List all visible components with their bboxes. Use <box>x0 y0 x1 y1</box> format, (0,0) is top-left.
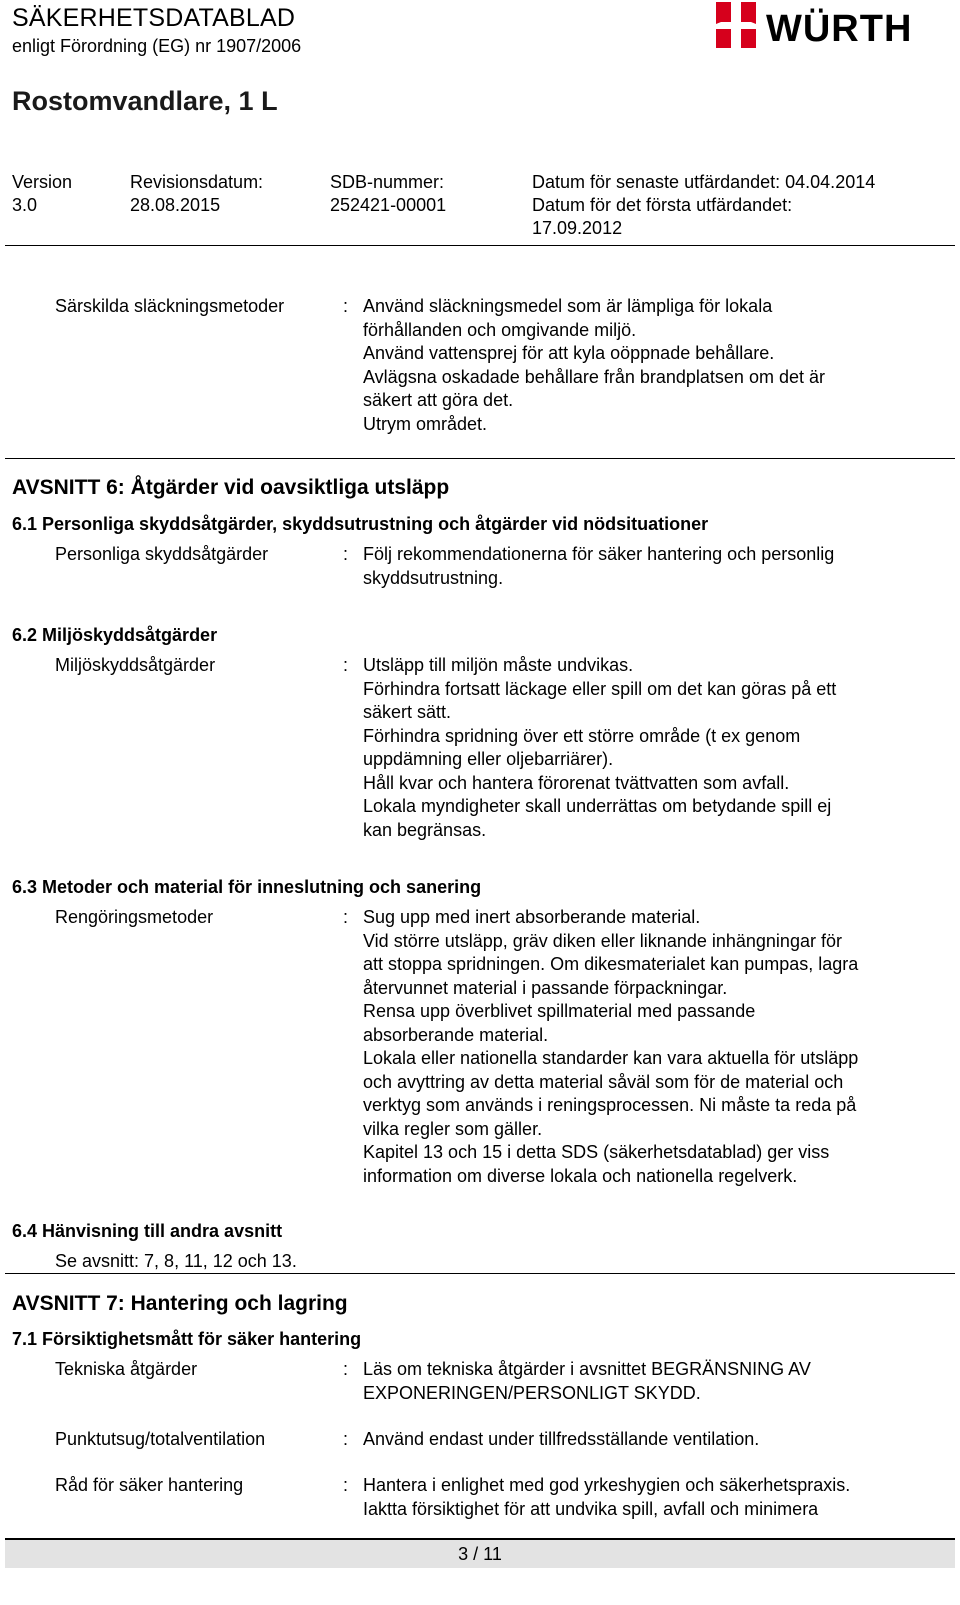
latest-issue-date: Datum för senaste utfärdandet: 04.04.2014 <box>532 172 876 192</box>
field-line: Iaktta försiktighet för att undvika spill, avfall och minimera <box>363 1498 819 1519</box>
document-type: SÄKERHETSDATABLAD <box>12 4 296 32</box>
field-value <box>363 1474 933 1521</box>
subsection-6-4-title: 6.4 Hänvisning till andra avsnitt <box>12 1221 283 1241</box>
field-label: Rengöringsmetoder <box>55 907 214 927</box>
field-colon: : <box>343 907 349 927</box>
field-label: Särskilda släckningsmetoder <box>55 296 285 316</box>
wurth-logo <box>714 2 934 50</box>
field-line: Förhindra fortsatt läckage eller spill om det kan göras på ett <box>363 678 837 699</box>
revision-date-label: Revisionsdatum: <box>130 172 264 192</box>
field-colon: : <box>343 1429 349 1449</box>
sdb-number-label: SDB-nummer: <box>330 172 445 192</box>
field-line: säkert sätt. <box>363 702 452 722</box>
field-line: Använd vattensprej för att kyla oöppnade behållare. <box>363 343 775 363</box>
section-6-title: AVSNITT 6: Åtgärder vid oavsiktliga utsläpp <box>12 476 450 499</box>
field-colon: : <box>343 1475 349 1495</box>
field-value <box>363 295 933 436</box>
field-line: Hantera i enlighet med god yrkeshygien och säkerhetspraxis. <box>363 1475 851 1495</box>
subsection-6-3-title: 6.3 Metoder och material för inneslutning och sanering <box>12 877 482 897</box>
section-reference: Se avsnitt: 7, 8, 11, 12 och 13. <box>55 1251 297 1271</box>
field-label: Tekniska åtgärder <box>55 1359 198 1379</box>
wurth-logo-mark <box>716 2 756 48</box>
revision-date-value: 28.08.2015 <box>130 195 221 215</box>
field-colon: : <box>343 1359 349 1379</box>
field-label: Punktutsug/totalventilation <box>55 1429 266 1449</box>
field-line: Följ rekommendationerna för säker hantering och personlig <box>363 544 835 564</box>
field-value <box>363 1428 933 1452</box>
field-line: Förhindra spridning över ett större område (t ex genom <box>363 725 801 746</box>
subsection-7-1-title: 7.1 Försiktighetsmått för säker hantering <box>12 1329 362 1349</box>
subsection-6-1-title: 6.1 Personliga skyddsåtgärder, skyddsutrustning och åtgärder vid nödsituationer <box>12 514 709 534</box>
field-line: skyddsutrustning. <box>363 567 504 588</box>
field-line: Avlägsna oskadade behållare från brandplatsen om det är <box>363 366 825 387</box>
field-line: Lokala eller nationella standarder kan vara aktuella för utsläpp <box>363 1048 859 1068</box>
field-line: verktyg som används i reningsprocessen. Ni måste ta reda på <box>363 1095 857 1115</box>
field-line: vilka regler som gäller. <box>363 1118 543 1139</box>
field-line: Håll kvar och hantera förorenat tvättvatten som avfall. <box>363 772 790 793</box>
field-line: Läs om tekniska åtgärder i avsnittet BEGRÄNSNING AV <box>363 1359 811 1379</box>
field-line: Utsläpp till miljön måste undvikas. <box>363 655 634 675</box>
field-line: information om diverse lokala och nationella regelverk. <box>363 1165 798 1186</box>
field-line: och avyttring av detta material såväl som för de material och <box>363 1071 844 1092</box>
field-line: förhållanden och omgivande miljö. <box>363 319 637 340</box>
field-value <box>363 906 933 1188</box>
field-colon: : <box>343 296 349 316</box>
field-line: uppdämning eller oljebarriärer). <box>363 749 614 769</box>
section-7-title: AVSNITT 7: Hantering och lagring <box>12 1292 348 1315</box>
field-line: Utrym området. <box>363 413 488 434</box>
field-line: återvunnet material i passande förpackningar. <box>363 977 728 998</box>
field-colon: : <box>343 544 349 564</box>
field-value <box>363 1358 933 1405</box>
field-line: Rensa upp överblivet spillmaterial med passande <box>363 1001 756 1021</box>
page-number: 3 / 11 <box>458 1544 502 1564</box>
first-issue-value: 17.09.2012 <box>532 218 623 238</box>
field-line: att stoppa spridningen. Om dikesmaterialet kan pumpas, lagra <box>363 954 859 974</box>
field-label: Personliga skyddsåtgärder <box>55 544 269 564</box>
field-line: Använd endast under tillfredsställande ventilation. <box>363 1429 760 1449</box>
field-line: Sug upp med inert absorberande material. <box>363 907 701 927</box>
field-line: säkert att göra det. <box>363 390 514 410</box>
section-divider <box>5 1273 955 1274</box>
field-value <box>363 654 933 842</box>
version-label: Version <box>12 172 73 192</box>
version-value: 3.0 <box>12 195 38 215</box>
field-line: absorberande material. <box>363 1024 549 1045</box>
header-divider <box>5 245 955 246</box>
product-name: Rostomvandlare, 1 L <box>12 86 278 116</box>
field-line: EXPONERINGEN/PERSONLIGT SKYDD. <box>363 1382 701 1403</box>
field-line: Använd släckningsmedel som är lämpliga för lokala <box>363 296 773 316</box>
regulation-reference: enligt Förordning (EG) nr 1907/2006 <box>12 36 302 56</box>
first-issue-label: Datum för det första utfärdandet: <box>532 195 793 215</box>
field-value <box>363 543 933 590</box>
sdb-number-value: 252421-00001 <box>330 195 447 215</box>
field-colon: : <box>343 655 349 675</box>
field-line: Kapitel 13 och 15 i detta SDS (säkerhetsdatablad) ger viss <box>363 1142 830 1162</box>
wurth-brand-text: WÜRTH <box>766 8 913 50</box>
section-divider <box>5 458 955 459</box>
field-line: Lokala myndigheter skall underrättas om betydande spill ej <box>363 796 832 816</box>
field-label: Miljöskyddsåtgärder <box>55 655 216 675</box>
field-line: kan begränsas. <box>363 819 487 840</box>
subsection-6-2-title: 6.2 Miljöskyddsåtgärder <box>12 625 218 645</box>
field-label: Råd för säker hantering <box>55 1475 244 1495</box>
field-line: Vid större utsläpp, gräv diken eller liknande inhängningar för <box>363 930 842 951</box>
